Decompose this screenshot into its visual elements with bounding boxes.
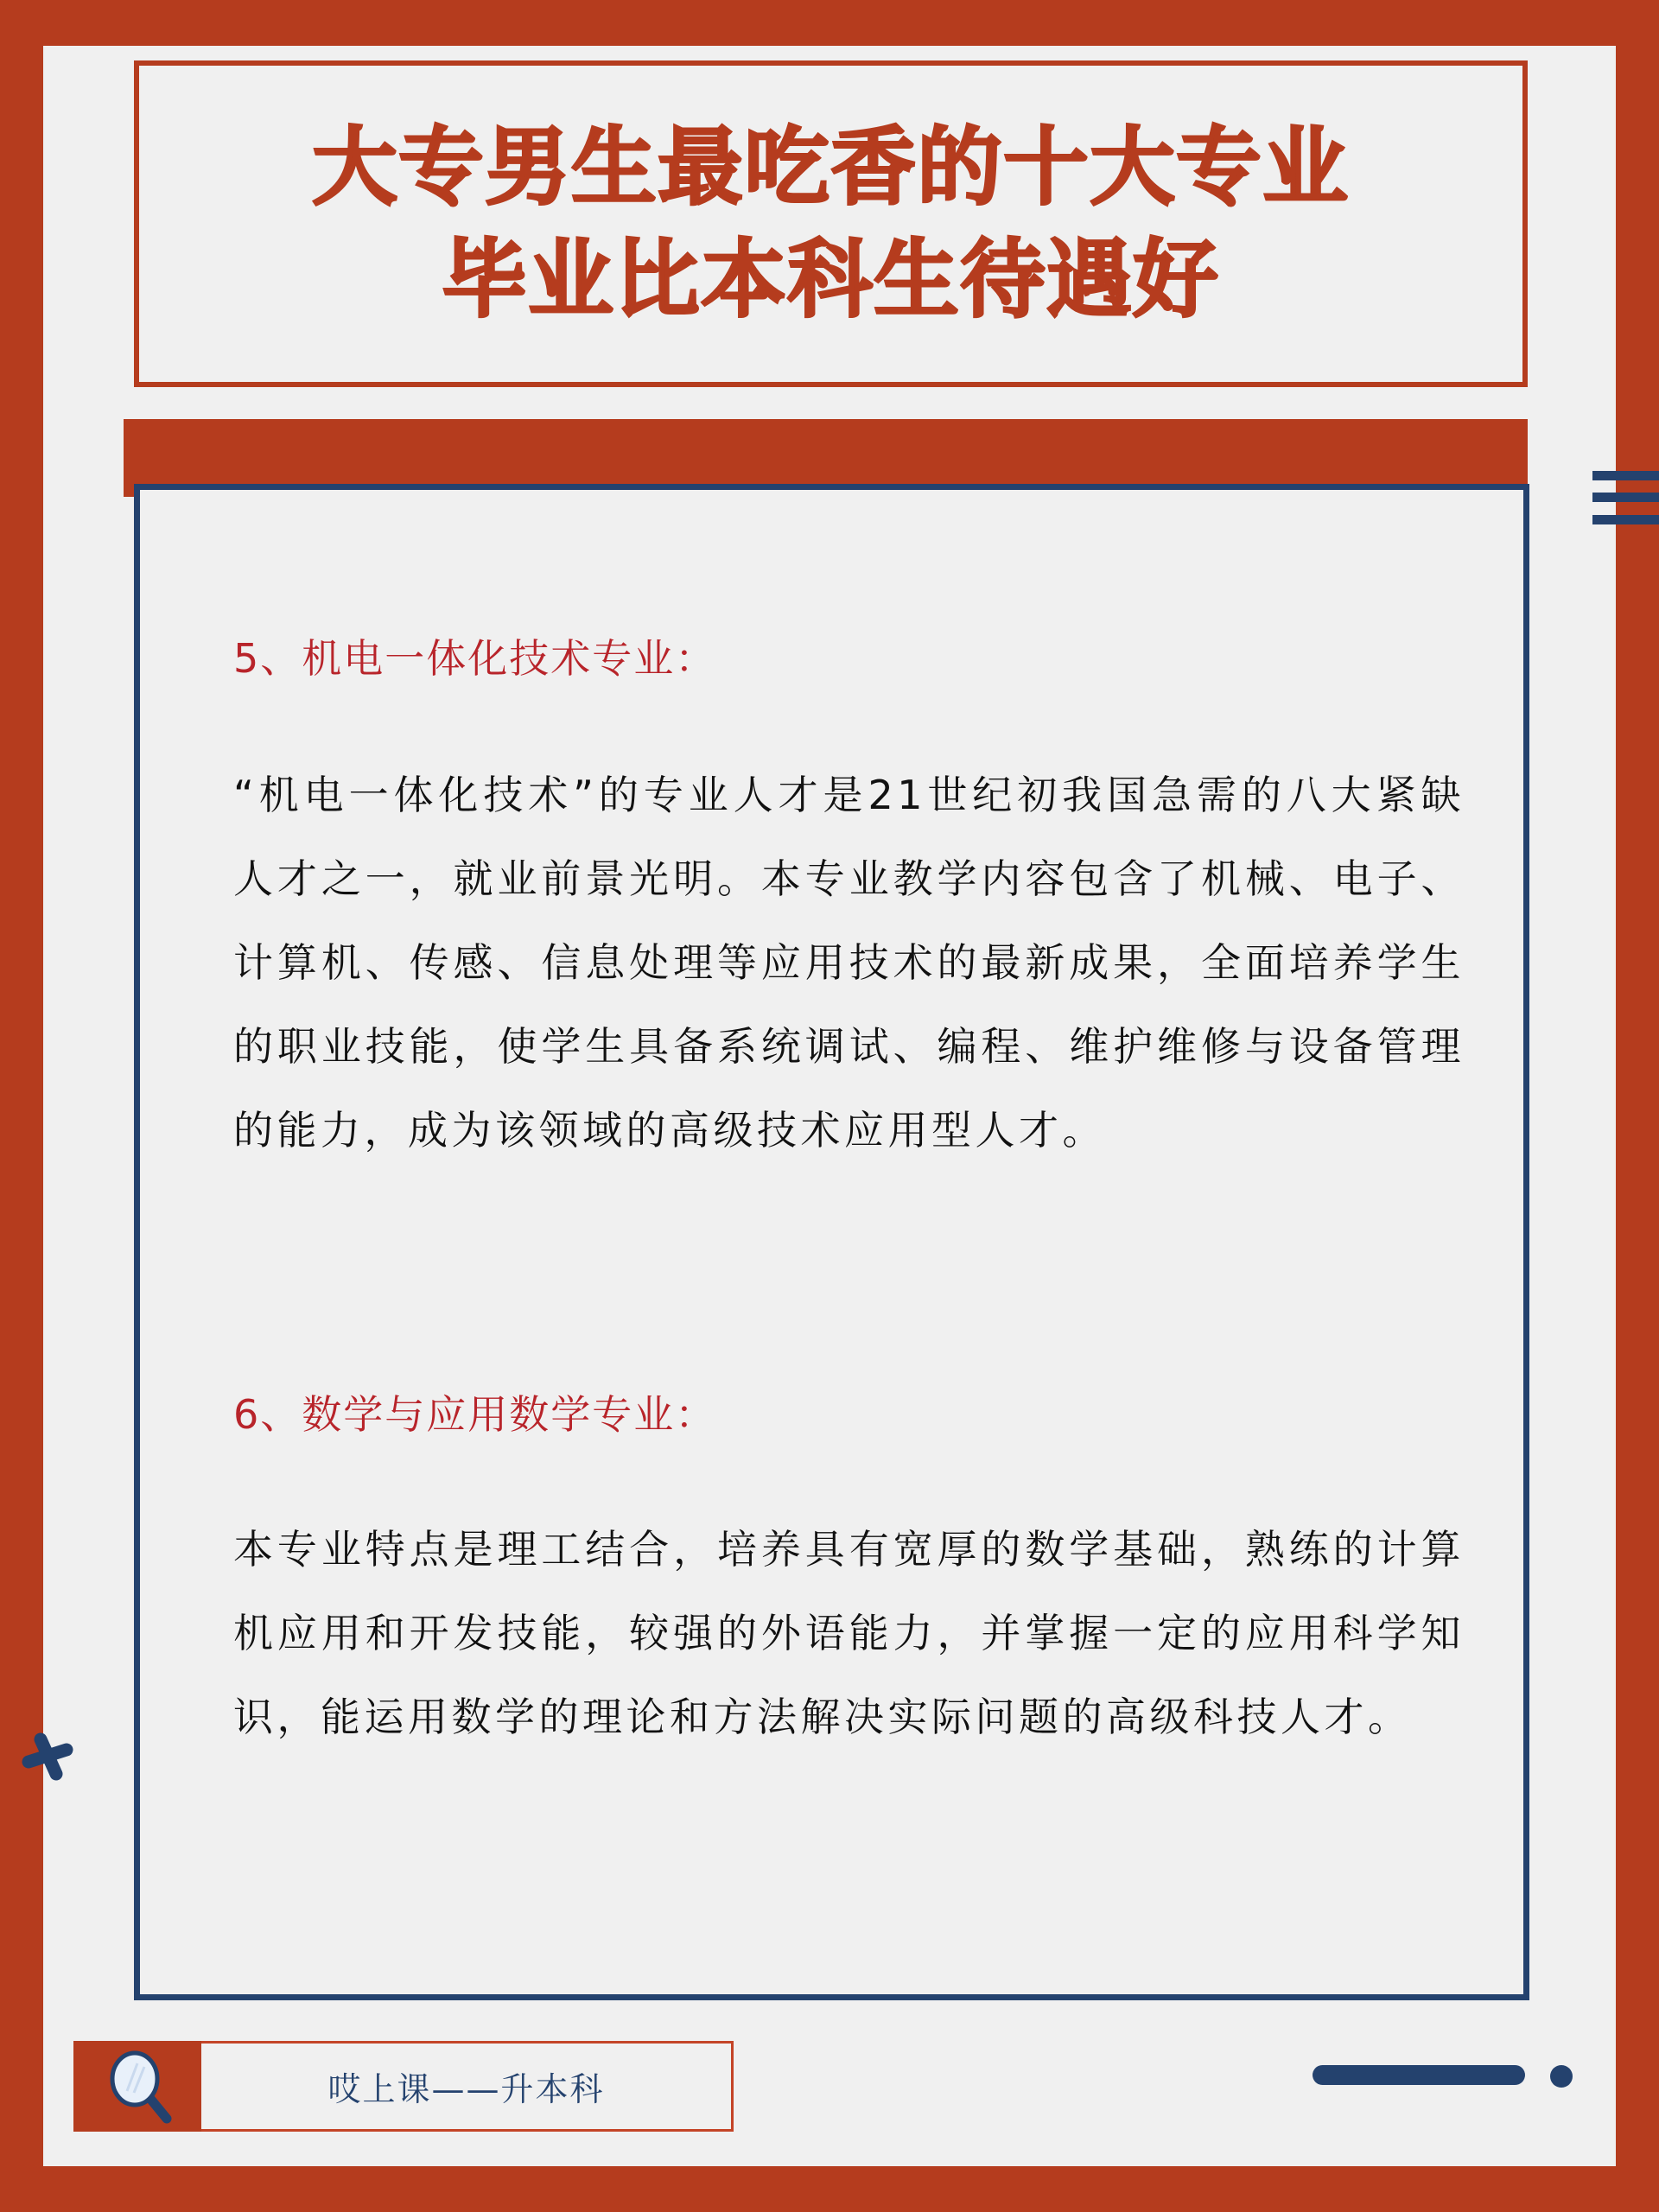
footer-label-box [201, 2041, 734, 2132]
cross-star-icon [22, 1731, 73, 1783]
decorative-pill-icon [1313, 2065, 1525, 2085]
footer-icon-block [73, 2041, 203, 2132]
content-box [134, 484, 1529, 2000]
section-heading-6: 6、数学与应用数学专业： [233, 1391, 717, 1438]
section-heading-5: 5、机电一体化技术专业： [233, 635, 717, 682]
magnifier-icon [73, 2041, 203, 2132]
footer-label: 哎上课——升本科 [327, 2070, 605, 2108]
title-line-1: 大专男生最吃香的十大专业 [312, 118, 1350, 217]
title-line-2: 毕业比本科生待遇好 [442, 231, 1220, 329]
decorative-dot-icon [1550, 2065, 1573, 2088]
section-body-5: “机电一体化技术”的专业人才是21世纪初我国急需的八大紧缺人才之一，就业前景光明。本专业教学内容包含了机械、电子、计算机、传感、信息处理等应用技术的最新成果，全面培养学生的职业技能，使学生具备系统调试、编程、维护维修与设备管理的能力，成为该领域的高级技术应用型人才。 [233, 772, 1465, 1154]
section-body-6: 本专业特点是理工结合，培养具有宽厚的数学基础，熟练的计算机应用和开发技能，较强的外语能力，并掌握一定的应用科学知识，能运用数学的理论和方法解决实际问题的高级科技人才。 [233, 1526, 1465, 1740]
title-box [134, 60, 1528, 387]
decorative-stripe-icon [1592, 515, 1659, 524]
decorative-stripe-icon [1592, 493, 1659, 502]
decorative-stripe-icon [1592, 471, 1659, 480]
